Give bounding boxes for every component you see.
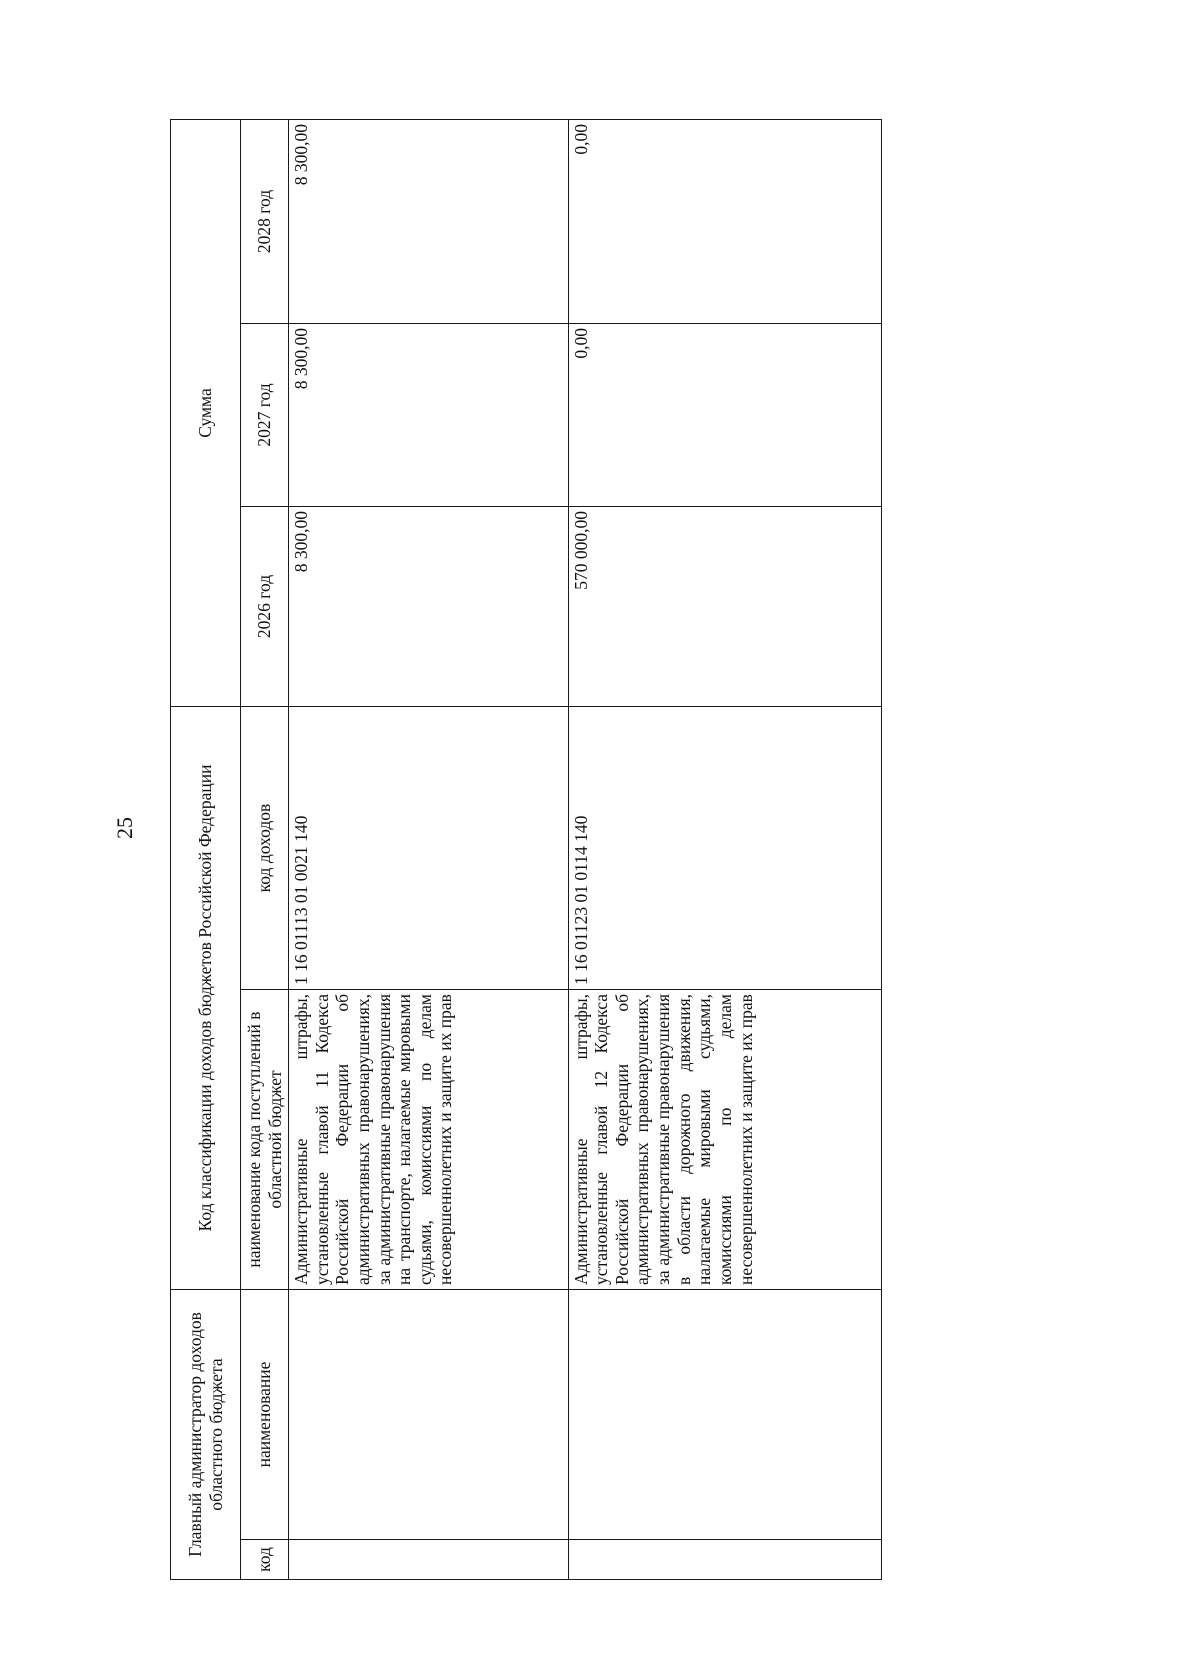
rotated-table-container bbox=[170, 120, 882, 1580]
table-row bbox=[568, 119, 881, 1579]
revenue-table bbox=[170, 119, 882, 1580]
row-sum-2028: 0,00 bbox=[568, 119, 881, 323]
row-sum-2026: 8 300,00 bbox=[289, 507, 569, 707]
header-sum-group: Сумма bbox=[171, 119, 241, 706]
row-sum-2028: 8 300,00 bbox=[289, 119, 569, 323]
row-admin-code bbox=[289, 1540, 569, 1580]
row-description: Административные штрафы, установленные главой 12 Кодекса Российской Федерации об административных правонарушениях, за административные правонарушения в области дорожного движения, налагаемые мировыми судьями, комиссиями по делам несовершеннолетних и защите их прав bbox=[568, 990, 881, 1290]
row-revenue-code: 1 16 01113 01 0021 140 bbox=[289, 707, 569, 990]
row-sum-2027: 8 300,00 bbox=[289, 324, 569, 507]
row-admin-code bbox=[568, 1540, 881, 1580]
row-description: Административные штрафы, установленные главой 11 Кодекса Российской Федерации об административных правонарушениях, за административные правонарушения на транспорте, налагаемые мировыми судьями, комиссиями по делам несовершеннолетних и защите их прав bbox=[289, 990, 569, 1290]
page-number: 25 bbox=[112, 817, 137, 839]
header-classification-group: Код классификации доходов бюджетов Российской Федерации bbox=[171, 707, 241, 1290]
header-admin-name: наименование bbox=[241, 1290, 289, 1540]
table-row bbox=[289, 119, 569, 1579]
row-admin-name bbox=[289, 1290, 569, 1540]
row-sum-2027: 0,00 bbox=[568, 324, 881, 507]
header-year-2026: 2026 год bbox=[241, 507, 289, 707]
row-admin-name bbox=[568, 1290, 881, 1540]
row-revenue-code: 1 16 01123 01 0114 140 bbox=[568, 707, 881, 990]
header-year-2028: 2028 год bbox=[241, 119, 289, 323]
header-classification-name: наименование кода поступлений в областной бюджет bbox=[241, 990, 289, 1290]
header-year-2027: 2027 год bbox=[241, 324, 289, 507]
header-admin-group: Главный администратор доходов областного бюджета bbox=[171, 1290, 241, 1580]
row-sum-2026: 570 000,00 bbox=[568, 507, 881, 707]
header-admin-code: код bbox=[241, 1540, 289, 1580]
header-classification-code: код доходов bbox=[241, 707, 289, 990]
